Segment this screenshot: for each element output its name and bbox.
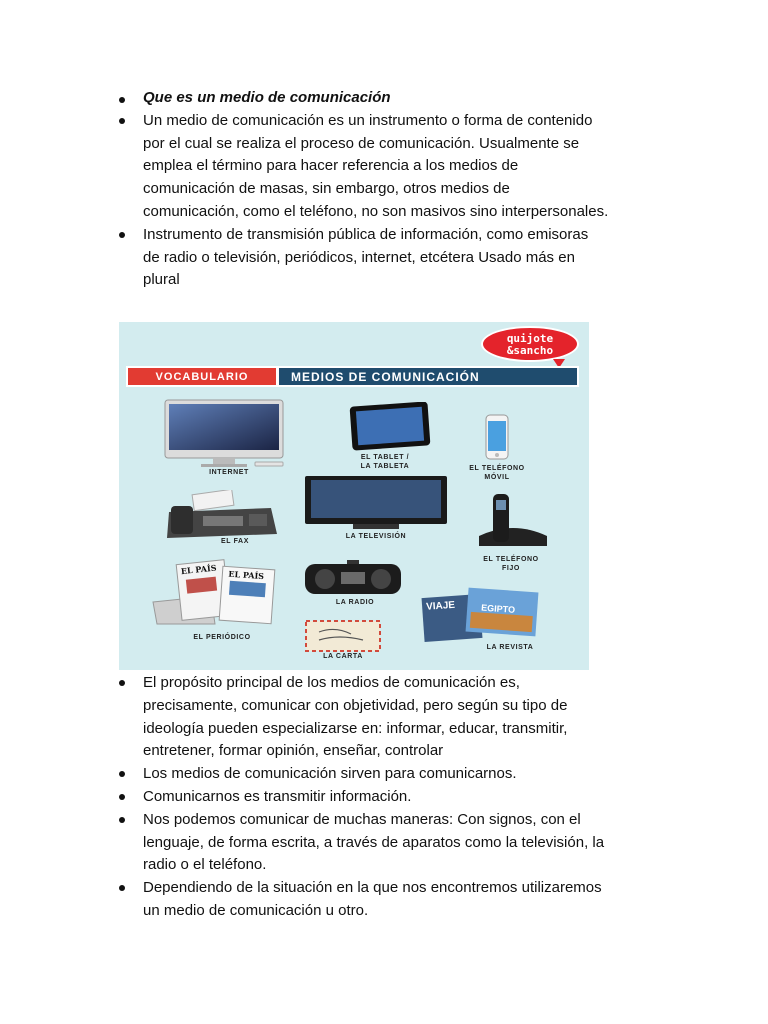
fax-icon bbox=[163, 490, 281, 542]
intro-bullet-list bbox=[119, 87, 609, 292]
media-title-tag: MEDIOS DE COMUNICACIÓN bbox=[279, 368, 577, 385]
caption-mobile-2: MÓVIL bbox=[484, 474, 510, 481]
caption-mobile-1: EL TELÉFONO bbox=[469, 465, 525, 472]
caption-tablet-2: LA TABLETA bbox=[360, 463, 410, 470]
caption-radio: LA RADIO bbox=[335, 599, 375, 606]
radio-icon bbox=[303, 558, 403, 596]
newspaper-brand-1: EL PAÍS bbox=[180, 562, 217, 577]
caption-landline-1: EL TELÉFONO bbox=[483, 556, 539, 563]
magazine-title-1: VIAJE bbox=[425, 599, 456, 613]
list-item: Un medio de comunicación es un instrumento o forma de contenido por el cual se realiza el proceso de comunicación. Usualmente se emplea el término para hacer referencia a los medios de comunicación de masas, sin embargo, otros medios de comunicación, como el teléfono, no son masivos sino interpersonales. bbox=[119, 110, 609, 224]
list-item: Dependiendo de la situación en la que nos encontremos utilizaremos un medio de comunicación u otro. bbox=[119, 877, 609, 923]
caption-tablet-1: EL TABLET / bbox=[360, 454, 410, 461]
magazine-icon bbox=[421, 584, 559, 644]
quijote-sancho-logo bbox=[481, 326, 579, 362]
list-item: Comunicarnos es transmitir información. bbox=[119, 786, 609, 809]
newspaper-brand-2: EL PAÍS bbox=[228, 568, 265, 582]
vocabulary-tag: VOCABULARIO bbox=[128, 368, 279, 385]
newspaper-icon bbox=[151, 558, 281, 626]
landline-phone-icon bbox=[475, 492, 551, 548]
logo-line-1: quijote bbox=[506, 332, 554, 345]
infographic-header bbox=[126, 366, 579, 387]
caption-fax: EL FAX bbox=[221, 538, 249, 545]
letter-envelope-icon bbox=[305, 620, 381, 652]
caption-landline-2: FIJO bbox=[502, 565, 520, 572]
list-item: Nos podemos comunicar de muchas maneras: Con signos, con el lenguaje, de forma escrita, a través de aparatos como la televisión, la radio o el teléfono. bbox=[119, 809, 609, 877]
logo-line-2: &sancho bbox=[506, 344, 554, 357]
caption-magazine: LA REVISTA bbox=[486, 644, 534, 651]
caption-newspaper: EL PERIÓDICO bbox=[193, 634, 251, 641]
caption-internet: INTERNET bbox=[209, 469, 249, 476]
media-vocabulary-infographic bbox=[119, 322, 589, 670]
television-icon bbox=[303, 474, 449, 530]
imac-icon bbox=[163, 398, 289, 470]
list-item: Instrumento de transmisión pública de información, como emisoras de radio o televisión, periódicos, internet, etcétera Usado más en plural bbox=[119, 224, 609, 292]
caption-letter: LA CARTA bbox=[323, 653, 363, 660]
magazine-title-2: EGIPTO bbox=[480, 602, 516, 615]
list-item: El propósito principal de los medios de comunicación es, precisamente, comunicar con objetividad, pero según su tipo de ideología pueden especializarse en: informar, educar, transmitir, entretener, formar opinión, enseñar, controlar bbox=[119, 672, 609, 763]
section-heading: Que es un medio de comunicación bbox=[119, 87, 609, 110]
list-item: Los medios de comunicación sirven para comunicarnos. bbox=[119, 763, 609, 786]
details-bullet-list bbox=[119, 672, 609, 923]
tablet-icon bbox=[345, 402, 435, 452]
caption-television: LA TELEVISIÓN bbox=[345, 533, 407, 540]
mobile-phone-icon bbox=[485, 414, 509, 460]
